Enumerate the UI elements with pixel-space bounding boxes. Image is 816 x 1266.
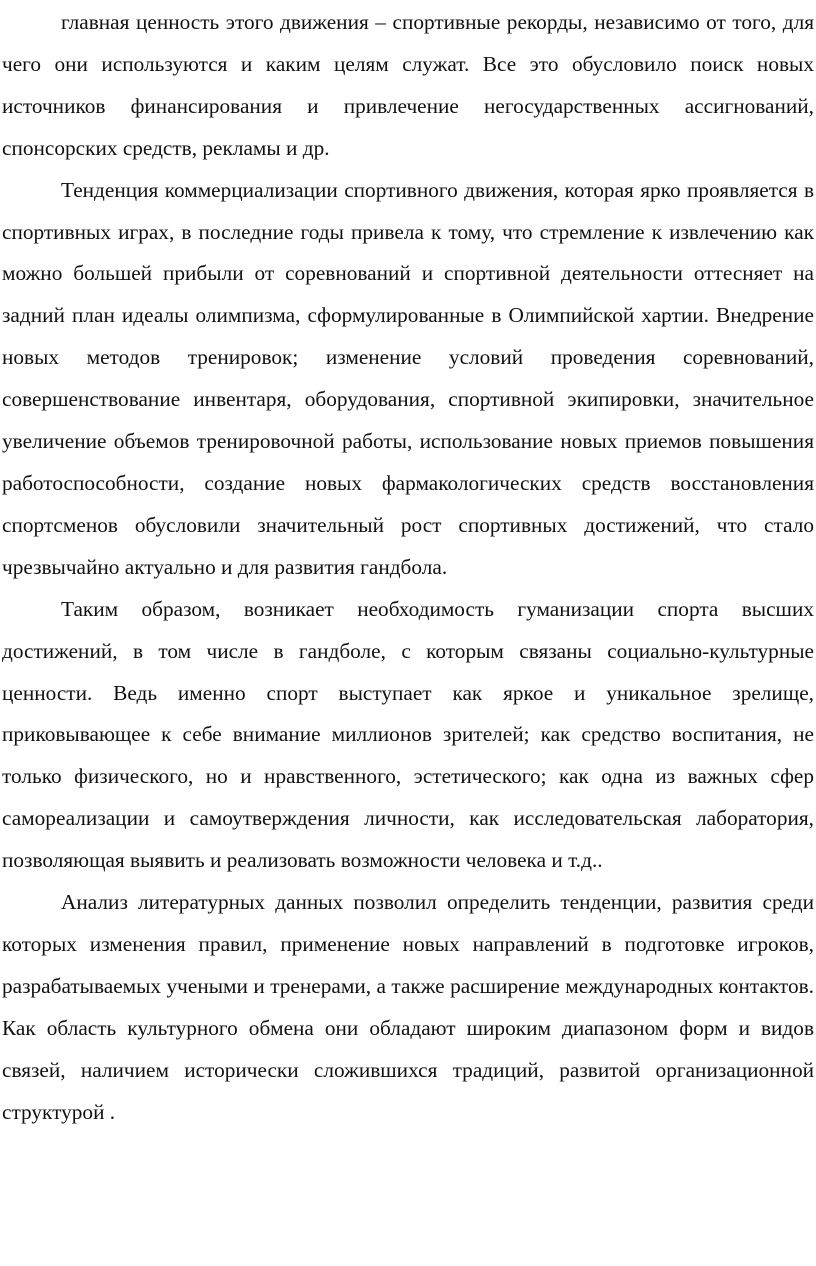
document-page [2,2,814,1133]
paragraph: Таким образом, возникает необходимость гуманизации спорта высших достижений, в том числе в гандболе, с которым связаны социально-культурные ценности. Ведь именно спорт выступает как яркое и уникальное зрелище, приковывающее к себе внимание миллионов зрителей; как средство воспитания, не только физического, но и нравственного, эстетического; как одна из важных сфер самореализации и самоутверждения личности, как исследовательская лаборатория, позволяющая выявить и реализовать возможности человека и т.д.. [2,596,814,873]
paragraph: главная ценность этого движения – спортивные рекорды, независимо от того, для чего они используются и каким целям служат. Все это обусловило поиск новых источников финансирования и привлечение негосударственных ассигнований, спонсорских средств, рекламы и др. [2,10,814,160]
paragraph: Тенденция коммерциализации спортивного движения, которая ярко проявляется в спортивных играх, в последние годы привела к тому, что стремление к извлечению как можно большей прибыли от соревнований и спортивной деятельности оттесняет на задний план идеалы олимпизма, сформулированные в Олимпийской хартии. Внедрение новых методов тренировок; изменение условий проведения соревнований, совершенствование инвентаря, оборудования, спортивной экипировки, значительное увеличение объемов тренировочной работы, использование новых приемов повышения работоспособности, создание новых фармакологических средств восстановления спортсменов обусловили значительный рост спортивных достижений, что стало чрезвычайно актуально и для развития гандбола. [2,177,814,579]
paragraph: Анализ литературных данных позволил определить тенденции, развития среди которых изменения правил, применение новых направлений в подготовке игроков, разрабатываемых учеными и тренерами, а также расширение международных контактов. Как область культурного обмена они обладают широким диапазоном форм и видов связей, наличием исторически сложившихся традиций, развитой организационной структурой . [2,890,814,1124]
